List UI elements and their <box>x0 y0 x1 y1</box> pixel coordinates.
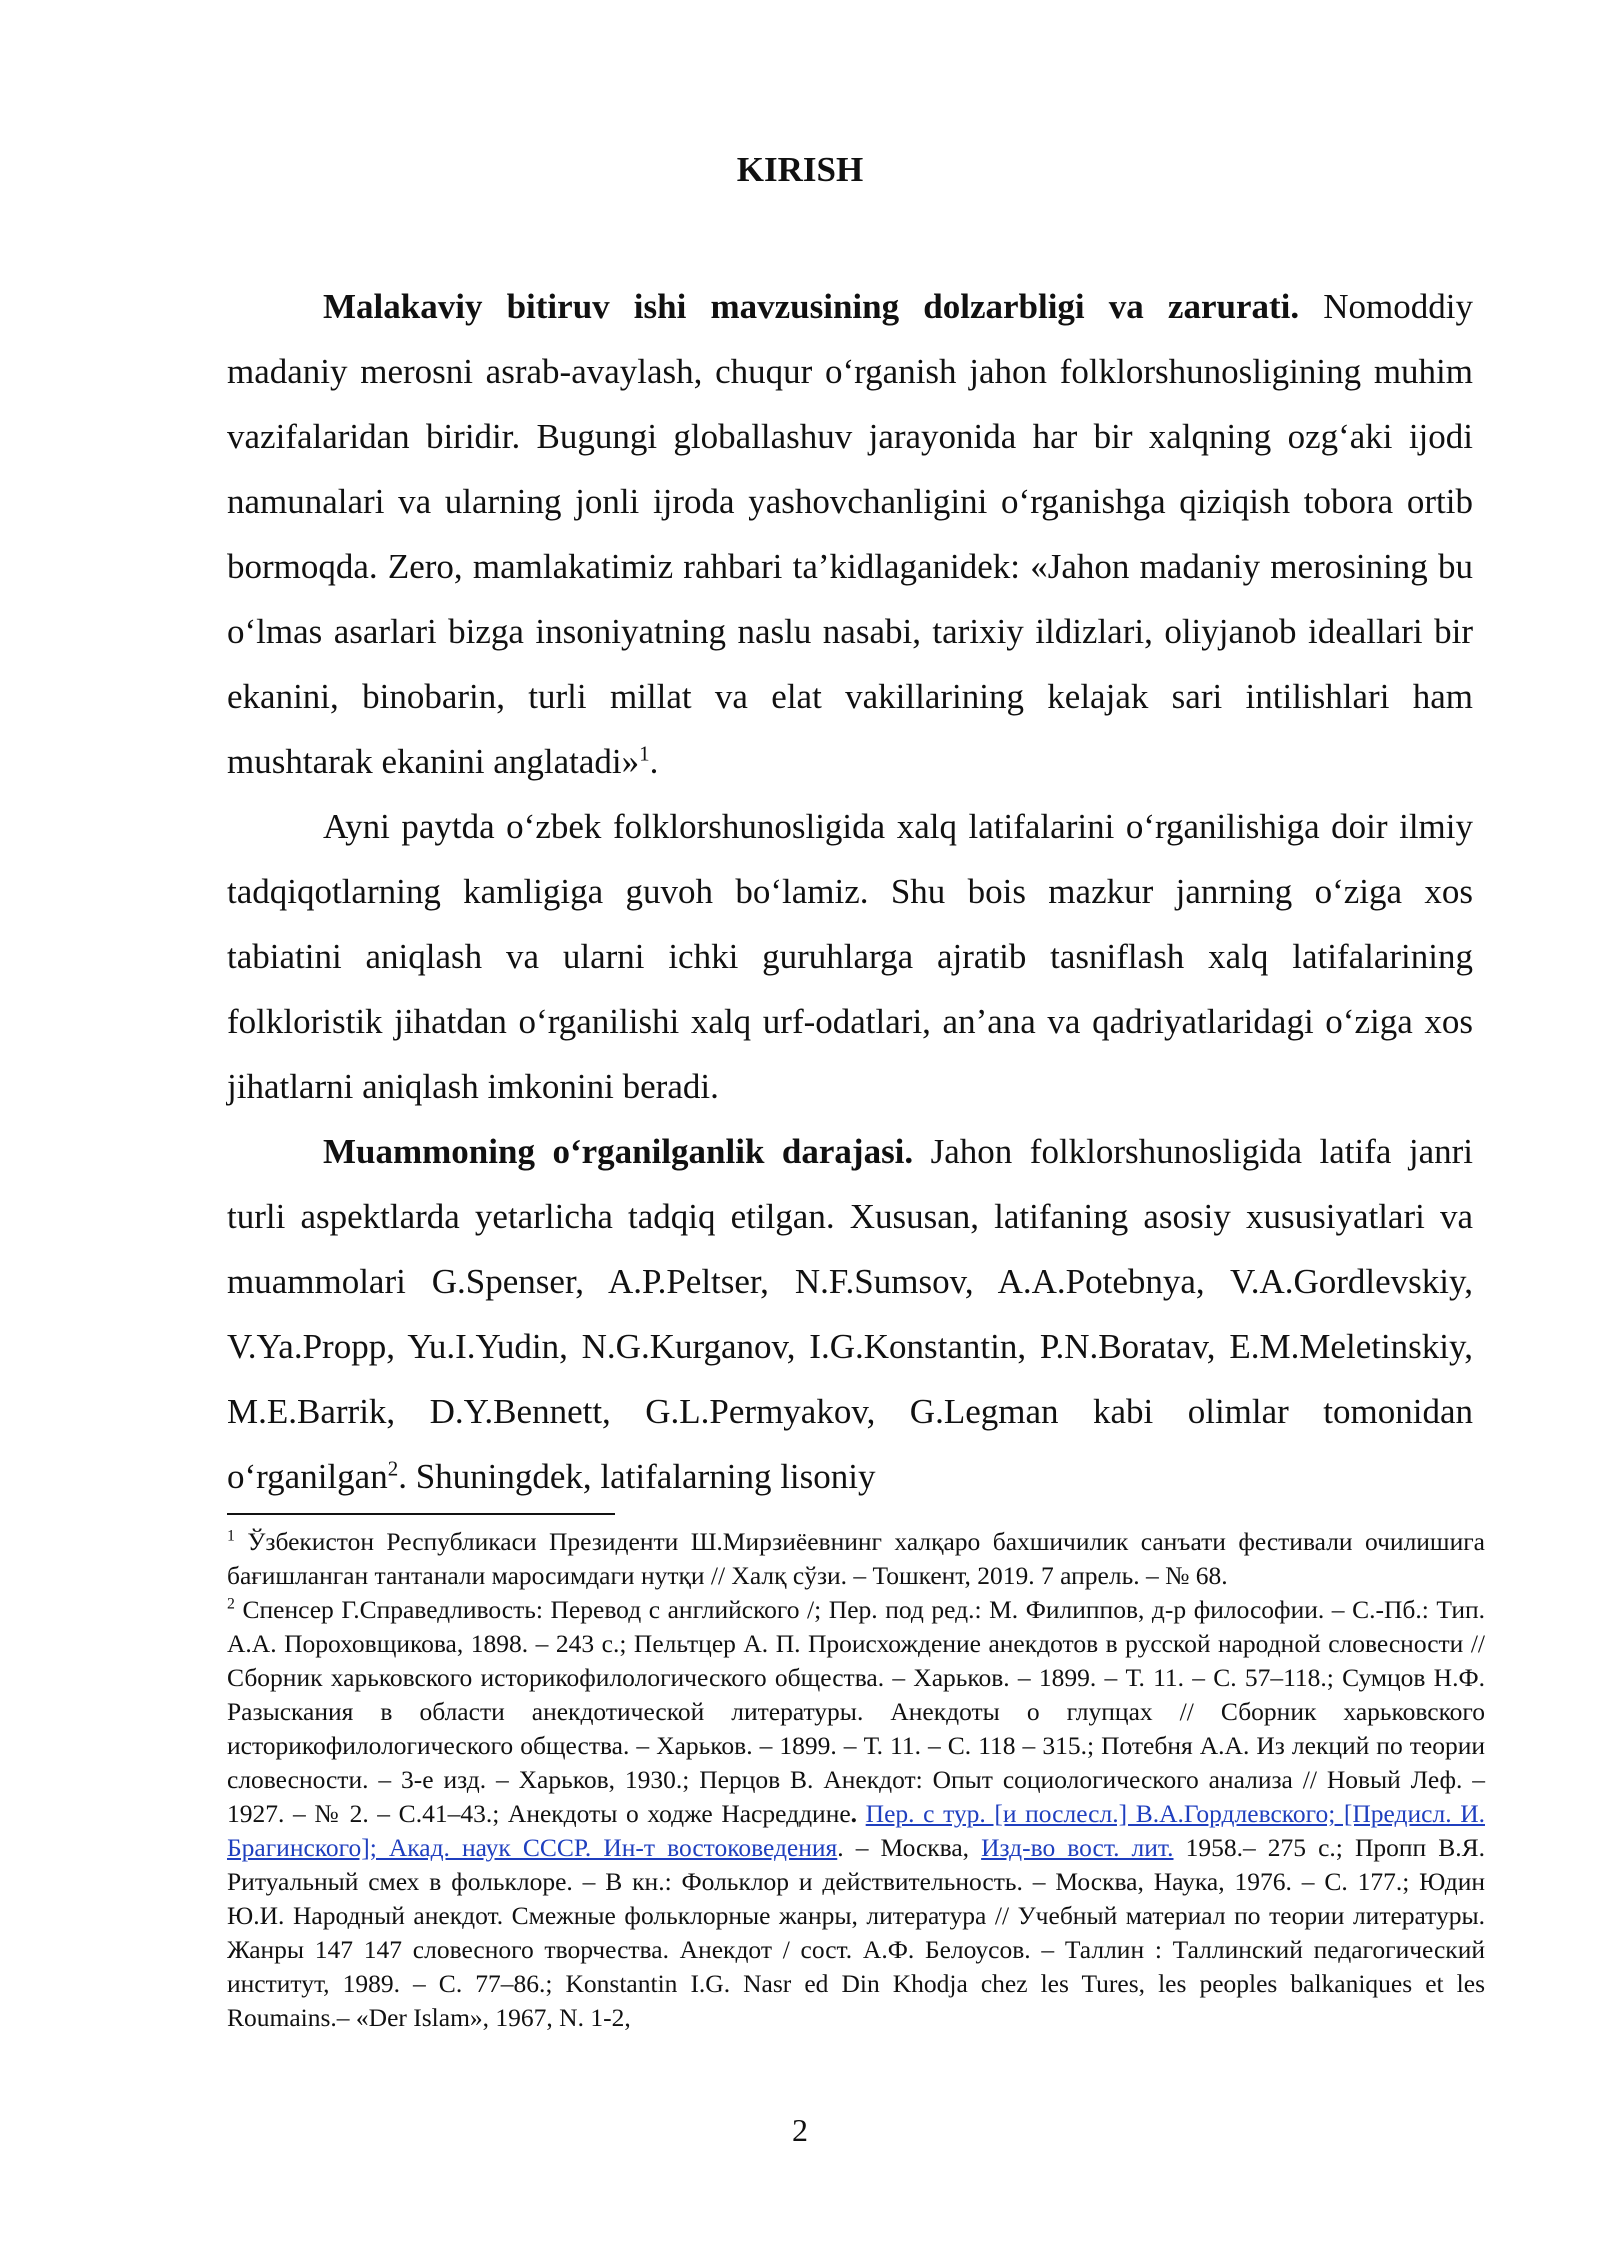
paragraph-text: Nomoddiy madaniy merosni asrab-avaylash, chuqur o‘rganish jahon folklorshunosligining muhim vazifalaridan biridir. Bugungi globallashuv jarayonida har bir xalqning ozg‘aki ijodi namunalari va ularning jonli ijroda yashovchanligini o‘rganishga qiziqish tobora ortib bormoqda. Zero, mamlakatimiz rahbari ta’kidlaganidek: «Jahon madaniy merosining bu o‘lmas asarlari bizga insoniyatning naslu nasabi, tarixiy ildizlari, oliyjanob ideallari bir ekanini, binobarin, turli millat va elat vakillarining kelajak sari intilishlari ham mushtarak ekanini anglatadi» <box>227 287 1473 781</box>
section-heading-relevance: Malakaviy bitiruv ishi mavzusining dolzarbligi va zarurati. <box>323 287 1300 326</box>
footnote-reference[interactable]: 1 <box>639 741 650 766</box>
footnote-2 <box>227 1593 1485 2035</box>
footnote-link-publisher[interactable]: Изд-во вост. лит. <box>981 1833 1174 1862</box>
footnote-1 <box>227 1525 1485 1593</box>
footnote-text: 1958.– 275 с.; Пропп В.Я. Ритуальный смех в фольклоре. – В кн.: Фольклор и действительность. – Москва, Наука, 1976. – С. 177.; Юдин Ю.И. Народный анекдот. Смежные фольклорные жанры, литература // Учебный материал по теории литературы. Жанры 147 147 словесного творчества. Анекдот / сост. А.Ф. Белоусов. – Таллин : Таллинский педагогический институт, 1989. – С. 77–86.; Konstantin I.G. Nasr ed Din Khodja chez les Tures, les peoples balkaniques et les Roumains.– «Der Islam», 1967, N. 1-2, <box>227 1833 1485 2032</box>
footnote-reference[interactable]: 2 <box>387 1456 399 1481</box>
page-number: 2 <box>792 2112 808 2148</box>
footnote-bold-dot: . <box>850 1799 858 1828</box>
paragraph-relevance <box>227 274 1473 794</box>
paragraph-study-level <box>227 1119 1473 1509</box>
paragraph-research-gap <box>227 794 1473 1119</box>
footnote-marker: 2 <box>227 1595 235 1613</box>
footnote-separator <box>227 1513 615 1515</box>
footnote-text: Ўзбекистон Республикаси Президенти Ш.Мирзиёевнинг халқаро бахшичилик санъати фестивали очилишига бағишланган тантанали маросимдаги нутқи // Халқ сўзи. – Тошкент, 2019. 7 апрель. – № 68. <box>227 1527 1485 1590</box>
footnote-link-translation[interactable]: Пер. с тур. [и послесл.] В.А.Гордлевского; [Предисл. И. Брагинского]; Акад. наук СССР. Ин-т востоковедения <box>227 1799 1485 1862</box>
footnote-text: . – Москва, <box>837 1833 982 1862</box>
paragraph-tail: . Shuningdek, latifalarning lisoniy <box>398 1457 876 1496</box>
page-title: KIRISH <box>736 150 864 189</box>
paragraph-text: Jahon folklorshunosligida latifa janri turli aspektlarda yetarlicha tadqiq etilgan. Xususan, latifaning asosiy xususiyatlari va muammolari G.Spenser, A.P.Peltser, N.F.Sumsov, A.A.Potebnya, V.A.Gordlevskiy, V.Ya.Propp, Yu.I.Yudin, N.G.Kurganov, I.G.Konstantin, P.N.Boratav, E.M.Meletinskiy, M.E.Barrik, D.Y.Bennett, G.L.Permyakov, G.Legman kabi olimlar tomonidan o‘rganilgan <box>227 1132 1473 1496</box>
footnote-marker: 1 <box>227 1527 235 1545</box>
paragraph-text: Ayni paytda o‘zbek folklorshunosligida xalq latifalarini o‘rganilishiga doir ilmiy tadqiqotlarning kamligiga guvoh bo‘lamiz. Shu bois mazkur janrning o‘ziga xos tabiatini aniqlash va ularni ichki guruhlarga ajratib tasniflash xalq latifalarining folkloristik jihatdan o‘rganilishi xalq urf-odatlari, an’ana va qadriyatlaridagi o‘ziga xos jihatlarni aniqlash imkonini beradi. <box>227 807 1473 1106</box>
main-text <box>227 274 1473 1509</box>
footnote-text: Спенсер Г.Справедливость: Перевод с английского /; Пер. под ред.: М. Филиппов, д-р философии. – С.-Пб.: Тип. А.А. Пороховщикова, 1898. – 243 с.; Пельтцер А. П. Происхождение анекдотов в русской народной словесности // Сборник харьковского историкофилологического общества. – Харьков. – 1899. – Т. 11. – С. 57–118.; Сумцов Н.Ф. Разыскания в области анекдотической литературы. Анекдоты о глупцах // Сборник харьковского историкофилологического общества. – Харьков. – 1899. – Т. 11. – С. 118 – 315.; Потебня А.А. Из лекций по теории словесности. – 3-е изд. – Харьков, 1930.; Перцов В. Анекдот: Опыт социологического анализа // Новый Леф. – 1927. – № 2. – С.41–43.; Анекдоты о ходже Насреддине <box>227 1595 1485 1828</box>
section-heading-study-level: Muammoning o‘rganilganlik darajasi. <box>323 1132 914 1171</box>
footnotes <box>227 1525 1485 2035</box>
paragraph-tail: . <box>649 742 659 781</box>
